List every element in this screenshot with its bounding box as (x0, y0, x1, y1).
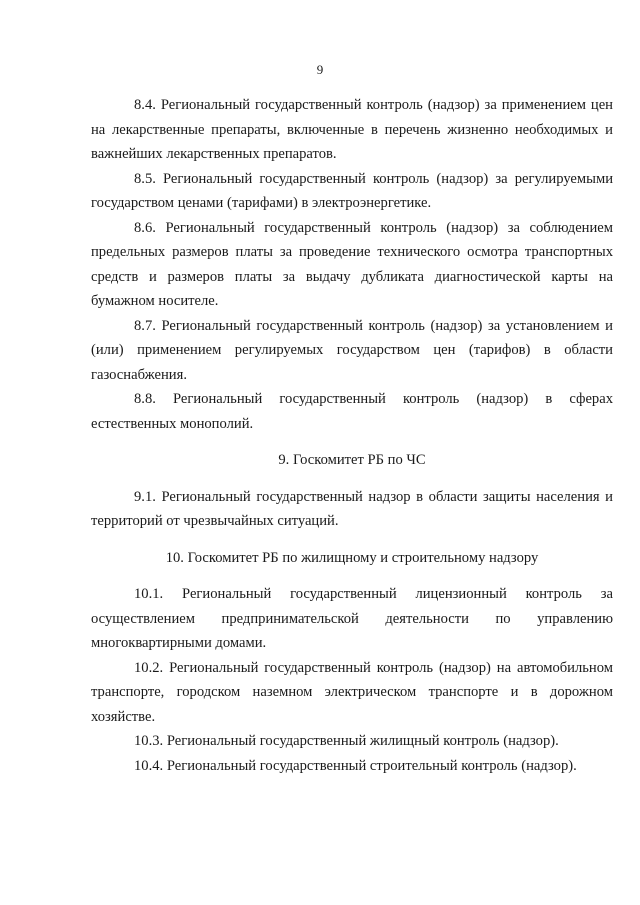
paragraph-10-2: 10.2. Региональный государственный контроль (надзор) на автомобильном транспорте, городском наземном электрическом транспорте и в дорожном хозяйстве. (91, 659, 613, 725)
paragraph-8-6: 8.6. Региональный государственный контроль (надзор) за соблюдением предельных размеров платы за проведение технического осмотра транспортных средств и размеров платы за выдачу дубликата диагностической карты на бумажном носителе. (91, 219, 613, 309)
paragraph-8-7: 8.7. Региональный государственный контроль (надзор) за установлением и (или) применением регулируемых государством цен (тарифов) в области газоснабжения. (91, 317, 613, 383)
document-body (91, 93, 613, 778)
paragraph-8-8: 8.8. Региональный государственный контроль (надзор) в сферах естественных монополий. (91, 391, 613, 432)
section-heading-10: 10. Госкомитет РБ по жилищному и строительному надзору (165, 549, 539, 566)
page-number: 9 (316, 62, 324, 77)
paragraph-8-5: 8.5. Региональный государственный контроль (надзор) за регулируемыми государством ценами (тарифами) в электроэнергетике. (91, 170, 613, 211)
paragraph-10-4: 10.4. Региональный государственный строительный контроль (надзор). (134, 757, 577, 774)
paragraph-9-1: 9.1. Региональный государственный надзор в области защиты населения и территорий от чрезвычайных ситуаций. (91, 488, 613, 529)
paragraph-10-1: 10.1. Региональный государственный лицензионный контроль за осуществлением предпринимательской деятельности по управлению многоквартирными домами. (91, 586, 613, 651)
paragraph-8-4: 8.4. Региональный государственный контроль (надзор) за применением цен на лекарственные препараты, включенные в перечень жизненно необходимых и важнейших лекарственных препаратов. (91, 97, 613, 162)
section-heading-9: 9. Госкомитет РБ по ЧС (278, 452, 426, 468)
paragraph-10-3: 10.3. Региональный государственный жилищный контроль (надзор). (134, 733, 559, 749)
